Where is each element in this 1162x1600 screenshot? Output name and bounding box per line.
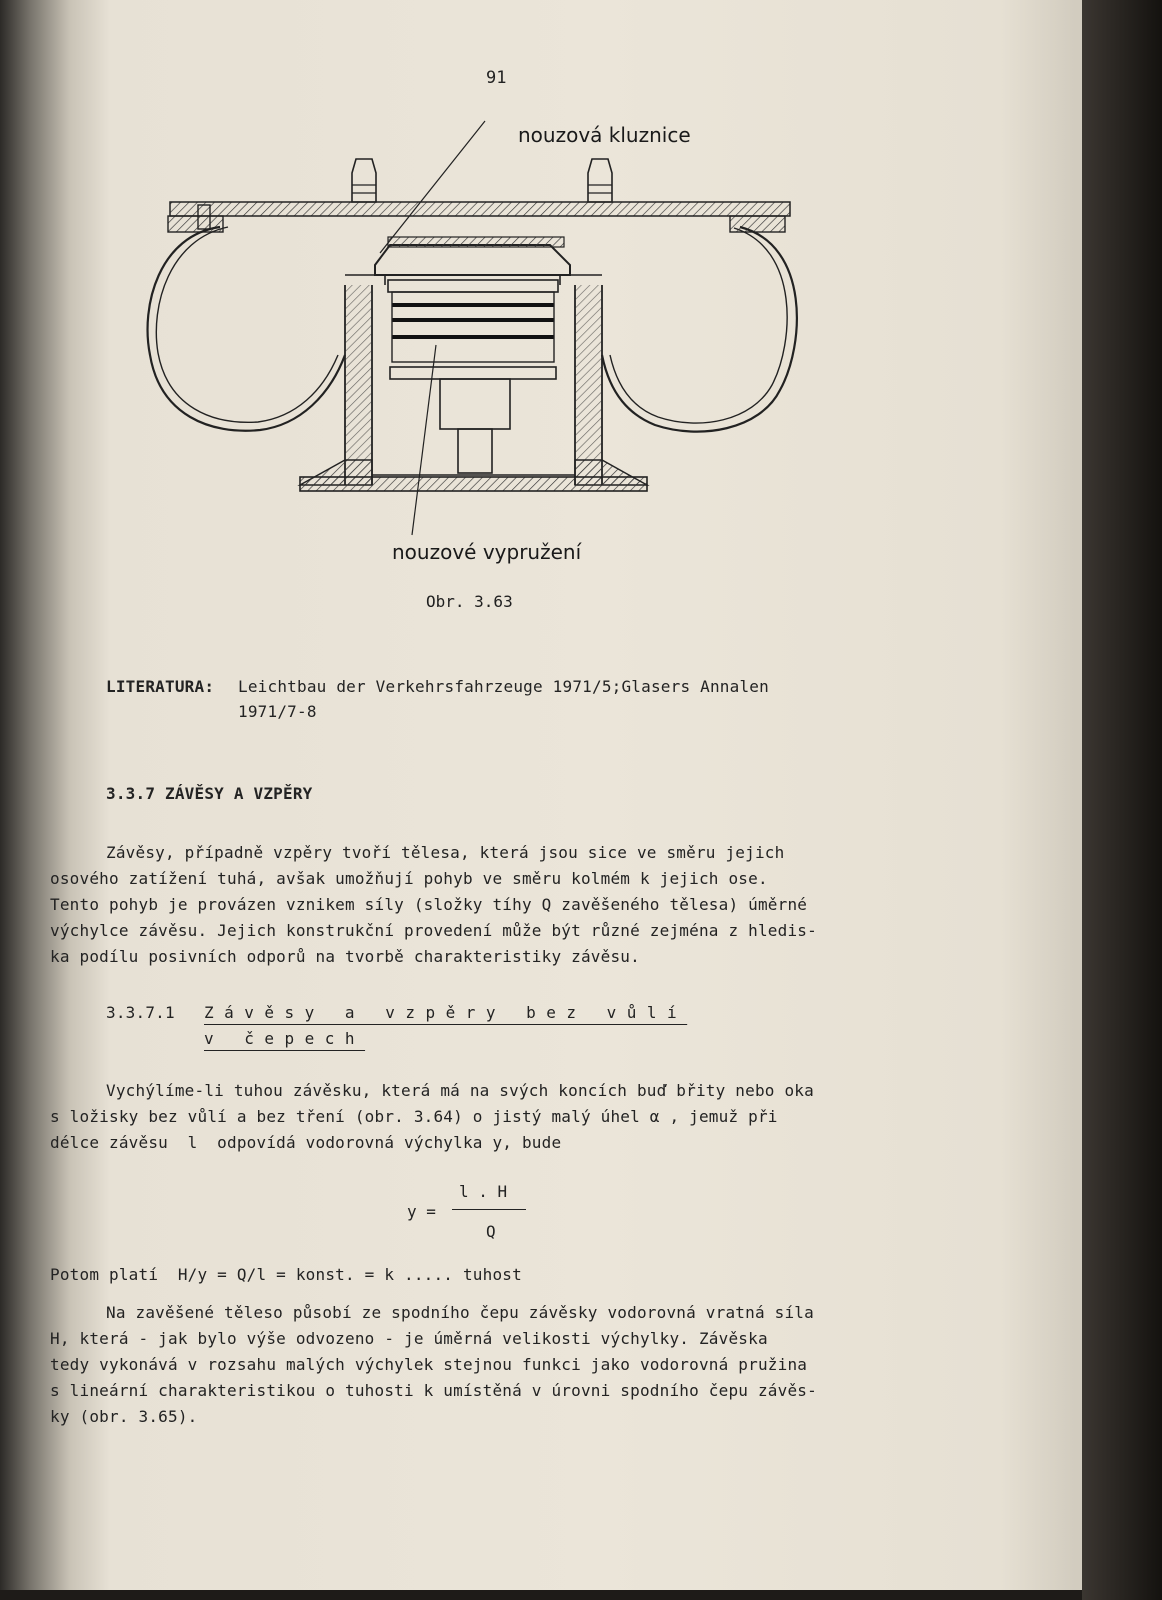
paragraph-line: s ložisky bez vůlí a bez tření (obr. 3.64) o jistý malý úhel α , jemuž při	[50, 1107, 778, 1126]
label-emergency-suspension: nouzové vypružení	[392, 540, 582, 564]
paragraph-line: ky (obr. 3.65).	[50, 1407, 198, 1426]
top-plate	[170, 202, 790, 216]
fraction-bar	[452, 1209, 526, 1210]
section-heading: 3.3.7 ZÁVĚSY A VZPĚRY	[106, 784, 313, 803]
air-spring-drawing	[140, 115, 960, 555]
paragraph-line: s lineární charakteristikou o tuhosti k umístěná v úrovni spodního čepu závěs-	[50, 1381, 817, 1400]
paragraph-line: délce závěsu l odpovídá vodorovná výchylka y, bude	[50, 1133, 562, 1152]
emergency-slide	[375, 245, 570, 275]
paragraph-line: Vychýlíme-li tuhou závěsku, která má na svých koncích buď břity nebo oka	[106, 1081, 814, 1100]
guide-pin-right	[588, 159, 612, 202]
subsection-title-line-2: v čepech	[204, 1029, 366, 1048]
paragraph-line: tedy vykonává v rozsahu malých výchylek stejnou funkci jako vodorovná pružina	[50, 1355, 808, 1374]
paragraph-line: Na zavěšené těleso působí ze spodního čepu závěsky vodorovná vratná síla	[106, 1303, 814, 1322]
figure-caption: Obr. 3.63	[426, 592, 513, 611]
paragraph-line: výchylce závěsu. Jejich konstrukční provedení může být různé zejména z hledis-	[50, 921, 817, 940]
literature-line-2: 1971/7-8	[238, 702, 317, 721]
formula-numerator: l . H	[459, 1182, 508, 1201]
bellows-left	[148, 227, 345, 431]
book-binding-edge	[1082, 0, 1162, 1600]
paragraph-line: Závěsy, případně vzpěry tvoří tělesa, která jsou sice ve směru jejich	[106, 843, 785, 862]
stiffness-line: Potom platí H/y = Q/l = konst. = k ..... tuhost	[50, 1265, 522, 1284]
bellows-right	[602, 227, 797, 432]
guide-pin-left	[352, 159, 376, 202]
emergency-spring	[392, 292, 554, 362]
formula-lhs: y =	[407, 1202, 436, 1221]
paragraph-line: Tento pohyb je provázen vznikem síly (složky tíhy Q zavěšeného tělesa) úměrné	[50, 895, 808, 914]
label-emergency-slide: nouzová kluznice	[518, 123, 691, 147]
literature-line-1: Leichtbau der Verkehrsfahrzeuge 1971/5;Glasers Annalen	[238, 677, 769, 696]
literature-label: LITERATURA:	[106, 677, 215, 696]
paragraph-line: H, která - jak bylo výše odvozeno - je úměrná velikosti výchylky. Závěska	[50, 1329, 768, 1348]
housing	[345, 285, 602, 485]
subsection-number: 3.3.7.1	[106, 1003, 175, 1022]
formula-denominator: Q	[486, 1222, 496, 1241]
leader-top	[380, 121, 485, 253]
leader-bottom	[412, 345, 436, 535]
page-number: 91	[486, 68, 507, 88]
subsection-title-line-1: Závěsy a vzpěry bez vůlí	[204, 1003, 688, 1022]
paragraph-line: osového zatížení tuhá, avšak umožňují pohyb ve směru kolmém k jejich ose.	[50, 869, 768, 888]
paragraph-line: ka podílu posivních odporů na tvorbě charakteristiky závěsu.	[50, 947, 640, 966]
left-clamp	[168, 216, 223, 232]
